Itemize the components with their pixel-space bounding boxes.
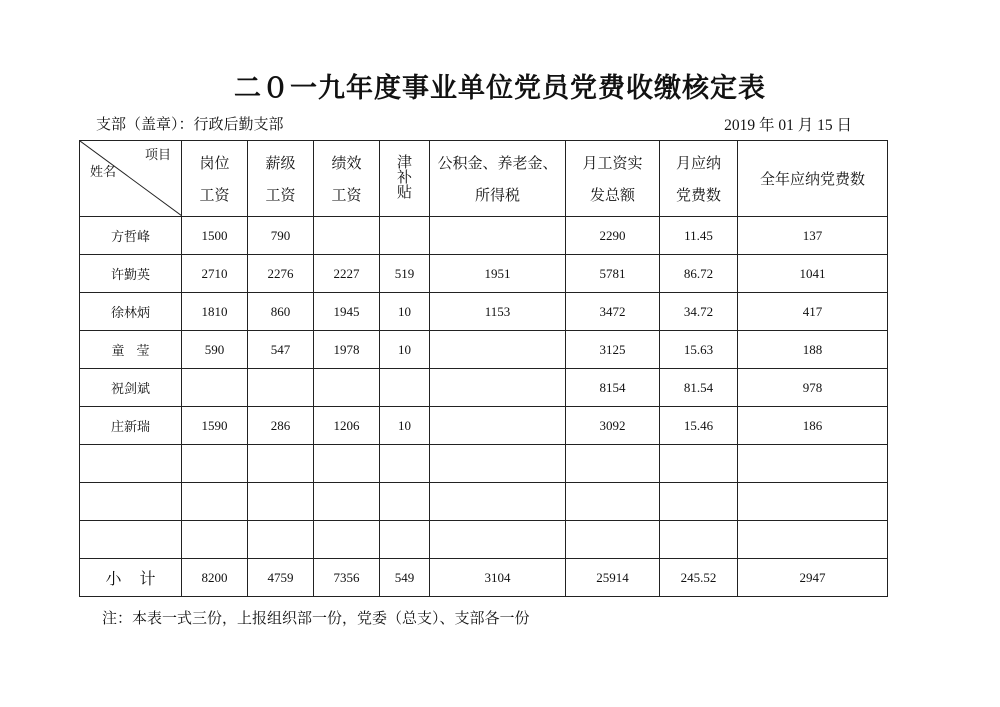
table-row-empty	[80, 521, 888, 559]
monthly-cell: 15.63	[660, 331, 738, 369]
deduct-cell	[430, 369, 566, 407]
table-row-empty	[80, 445, 888, 483]
table-row	[80, 331, 888, 369]
table-header-row	[80, 141, 888, 217]
post-cell	[182, 369, 248, 407]
monthly-cell	[660, 445, 738, 483]
salary-cell: 2276	[248, 255, 314, 293]
net-cell: 3125	[566, 331, 660, 369]
table-row	[80, 407, 888, 445]
name-cell: 庄新瑞	[80, 407, 182, 445]
monthly-cell: 86.72	[660, 255, 738, 293]
subtotal-perf: 7356	[314, 559, 380, 597]
table-row-empty	[80, 483, 888, 521]
allowance-cell	[380, 521, 430, 559]
net-cell: 3472	[566, 293, 660, 331]
table-row	[80, 293, 888, 331]
deduct-cell	[430, 445, 566, 483]
header-performance: 绩效 工资	[314, 141, 380, 217]
annual-cell: 186	[738, 407, 888, 445]
post-cell: 1810	[182, 293, 248, 331]
subtotal-deduct: 3104	[430, 559, 566, 597]
salary-cell	[248, 369, 314, 407]
deduct-cell: 1153	[430, 293, 566, 331]
post-cell: 2710	[182, 255, 248, 293]
name-cell	[80, 445, 182, 483]
perf-cell	[314, 217, 380, 255]
footnote: 注：本表一式三份，上报组织部一份，党委（总支）、支部各一份	[102, 609, 530, 627]
perf-cell: 1206	[314, 407, 380, 445]
subtotal-net: 25914	[566, 559, 660, 597]
post-cell	[182, 521, 248, 559]
subtotal-monthly: 245.52	[660, 559, 738, 597]
header-net-pay: 月工资实 发总额	[566, 141, 660, 217]
monthly-cell	[660, 483, 738, 521]
allowance-cell: 519	[380, 255, 430, 293]
allowance-cell: 10	[380, 407, 430, 445]
name-cell: 许勤英	[80, 255, 182, 293]
salary-cell: 547	[248, 331, 314, 369]
annual-cell: 1041	[738, 255, 888, 293]
subtotal-allowance: 549	[380, 559, 430, 597]
perf-cell: 1978	[314, 331, 380, 369]
post-cell: 1590	[182, 407, 248, 445]
annual-cell	[738, 521, 888, 559]
subtotal-label-cell: 小计	[80, 559, 182, 597]
post-cell: 1500	[182, 217, 248, 255]
header-post-wage: 岗位 工资	[182, 141, 248, 217]
post-cell	[182, 483, 248, 521]
perf-cell	[314, 483, 380, 521]
monthly-cell: 81.54	[660, 369, 738, 407]
header-annual-fee: 全年应纳党费数	[738, 141, 888, 217]
table-row	[80, 217, 888, 255]
net-cell	[566, 445, 660, 483]
perf-cell	[314, 369, 380, 407]
header-deductions: 公积金、养老金、 所得税	[430, 141, 566, 217]
name-cell: 童莹	[80, 331, 182, 369]
deduct-cell	[430, 217, 566, 255]
header-allowance: 津补贴	[380, 141, 430, 217]
annual-cell: 188	[738, 331, 888, 369]
deduct-cell	[430, 407, 566, 445]
subtotal-row	[80, 559, 888, 597]
monthly-cell: 15.46	[660, 407, 738, 445]
header-name-label: 姓名	[90, 165, 117, 180]
diagonal-header-cell	[80, 141, 182, 217]
salary-cell	[248, 521, 314, 559]
header-salary-grade: 薪级 工资	[248, 141, 314, 217]
net-cell	[566, 483, 660, 521]
name-cell	[80, 521, 182, 559]
allowance-cell	[380, 369, 430, 407]
name-cell: 祝剑斌	[80, 369, 182, 407]
deduct-cell: 1951	[430, 255, 566, 293]
allowance-cell	[380, 445, 430, 483]
annual-cell	[738, 483, 888, 521]
perf-cell: 1945	[314, 293, 380, 331]
allowance-cell: 10	[380, 293, 430, 331]
deduct-cell	[430, 331, 566, 369]
allowance-cell	[380, 483, 430, 521]
perf-cell	[314, 445, 380, 483]
table-row	[80, 369, 888, 407]
subtotal-annual: 2947	[738, 559, 888, 597]
monthly-cell: 11.45	[660, 217, 738, 255]
name-cell: 徐林炳	[80, 293, 182, 331]
form-date: 2019 年 01 月 15 日	[724, 117, 852, 134]
salary-cell	[248, 483, 314, 521]
salary-cell: 790	[248, 217, 314, 255]
net-cell: 2290	[566, 217, 660, 255]
salary-cell	[248, 445, 314, 483]
fee-table	[79, 140, 888, 597]
annual-cell: 137	[738, 217, 888, 255]
annual-cell: 978	[738, 369, 888, 407]
subtotal-post: 8200	[182, 559, 248, 597]
allowance-cell	[380, 217, 430, 255]
net-cell: 8154	[566, 369, 660, 407]
deduct-cell	[430, 521, 566, 559]
allowance-cell: 10	[380, 331, 430, 369]
net-cell	[566, 521, 660, 559]
subtotal-salary: 4759	[248, 559, 314, 597]
name-cell	[80, 483, 182, 521]
table-row	[80, 255, 888, 293]
name-cell: 方哲峰	[80, 217, 182, 255]
perf-cell	[314, 521, 380, 559]
post-cell	[182, 445, 248, 483]
perf-cell: 2227	[314, 255, 380, 293]
header-item-label: 项目	[144, 148, 171, 163]
net-cell: 3092	[566, 407, 660, 445]
monthly-cell: 34.72	[660, 293, 738, 331]
branch-label: 支部（盖章）：行政后勤支部	[96, 115, 284, 133]
annual-cell	[738, 445, 888, 483]
annual-cell: 417	[738, 293, 888, 331]
deduct-cell	[430, 483, 566, 521]
header-monthly-fee: 月应纳 党费数	[660, 141, 738, 217]
monthly-cell	[660, 521, 738, 559]
net-cell: 5781	[566, 255, 660, 293]
salary-cell: 860	[248, 293, 314, 331]
page-title: 二０一九年度事业单位党员党费收缴核定表	[234, 73, 766, 104]
salary-cell: 286	[248, 407, 314, 445]
post-cell: 590	[182, 331, 248, 369]
